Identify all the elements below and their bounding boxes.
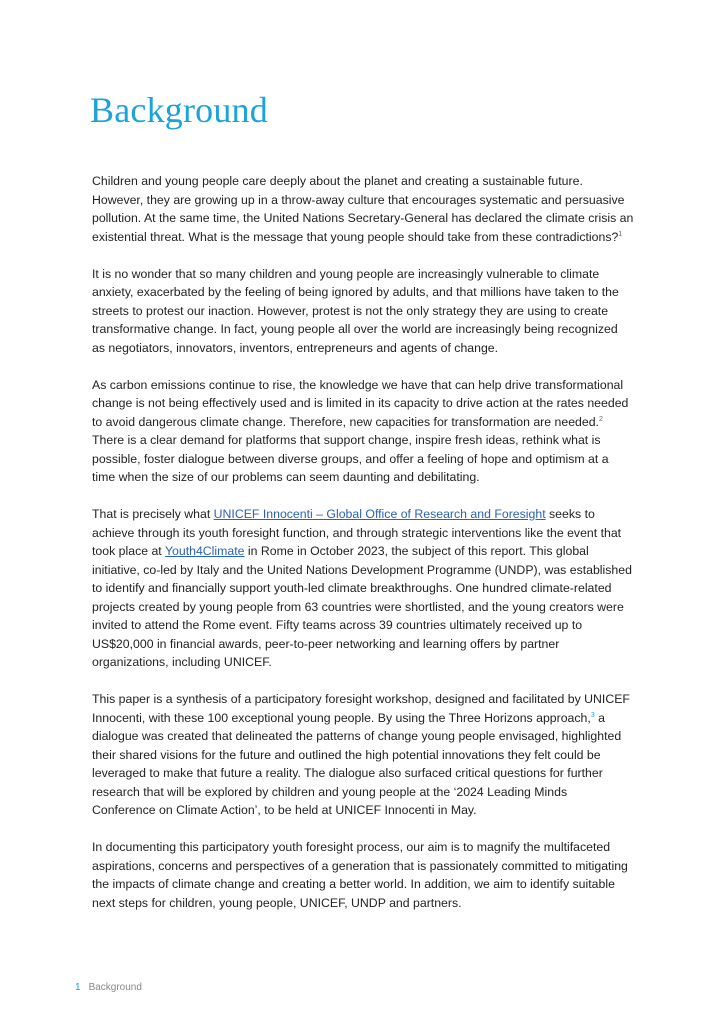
paragraph-2: [92, 265, 634, 358]
paragraph-4: [92, 505, 634, 672]
paragraph-4-text-a: That is precisely what: [92, 507, 214, 521]
paragraph-5: [92, 690, 634, 820]
paragraph-6-text: In documenting this participatory youth foresight process, our aim is to magnify the multifaceted aspirations, concerns and perspectives of a generation that is passionately committed to mitigating the impacts of climate change and creating a better world. In addition, we aim to identify suitable next steps for children, young people, UNICEF, UNDP and partners.: [92, 840, 628, 910]
page-footer: [75, 982, 142, 994]
footnote-ref-1[interactable]: 1: [618, 230, 623, 238]
paragraph-3-text-a: As carbon emissions continue to rise, the knowledge we have that can help drive transformational change is not being effectively used and is limited in its capacity to drive action at the rates needed to avoid dangerous climate change. Therefore, new capacities for transformation are needed.: [92, 377, 629, 429]
paragraph-3: [92, 376, 634, 487]
body-text: [92, 172, 634, 931]
paragraph-2-text: It is no wonder that so many children and young people are increasingly vulnerable to climate anxiety, exacerbated by the feeling of being ignored by adults, and that millions have taken to the streets to protest our inaction. However, protest is not the only strategy they are using to create transformative change. In fact, young people all over the world are increasingly being recognized as negotiators, innovators, inventors, entrepreneurs and agents of change.: [92, 266, 619, 355]
paragraph-4-text-b: seeks to achieve through its youth foresight function, and through strategic interventions like the event that took place at: [92, 507, 622, 558]
youth4climate-link[interactable]: Youth4Climate: [164, 544, 245, 558]
paragraph-3-text-b: There is a clear demand for platforms that support change, inspire fresh ideas, rethink what is possible, foster dialogue between diverse groups, and offer a feeling of hope and optimism at a time when the size of our problems can seem daunting and debilitating.: [92, 433, 609, 484]
page-title: Background: [90, 90, 268, 130]
footnote-ref-2[interactable]: 2: [598, 415, 603, 423]
paragraph-5-text-b: a dialogue was created that delineated the patterns of change young people envisaged, highlighted their shared visions for the future and outlined the high potential innovations they felt could be leveraged to make that future a reality. The dialogue also surfaced critical questions for further research that will be explored by children and young people at the ‘2024 Leading Minds Conference on Climate Action’, to be held at UNICEF Innocenti in May.: [92, 710, 622, 817]
footnote-ref-3[interactable]: 3: [590, 711, 595, 719]
paragraph-1: [92, 172, 634, 246]
unicef-innocenti-link[interactable]: UNICEF Innocenti – Global Office of Research and Foresight: [213, 507, 546, 521]
page-number: 1: [75, 982, 81, 993]
paragraph-6: [92, 838, 634, 912]
paragraph-4-text-c: in Rome in October 2023, the subject of this report. This global initiative, co-led by Italy and the United Nations Development Programme (UNDP), was established to identify and financially support youth-led climate breakthroughs. One hundred climate-related projects created by young people from 63 countries were shortlisted, and the young creators were invited to attend the Rome event. Fifty teams across 39 countries ultimately received up to US$20,000 in financial awards, peer-to-peer networking and learning offers by partner organizations, including UNICEF.: [92, 544, 632, 669]
paragraph-1-text: Children and young people care deeply about the planet and creating a sustainable future. However, they are growing up in a throw-away culture that encourages systematic and persuasive pollution. At the same time, the United Nations Secretary-General has declared the climate crisis an existential threat. What is the message that young people should take from these contradictions?: [92, 174, 634, 244]
paragraph-5-text-a: This paper is a synthesis of a participatory foresight workshop, designed and facilitated by UNICEF Innocenti, with these 100 exceptional young people. By using the Three Horizons approach,: [92, 692, 630, 725]
footer-section-label: Background: [88, 982, 142, 993]
